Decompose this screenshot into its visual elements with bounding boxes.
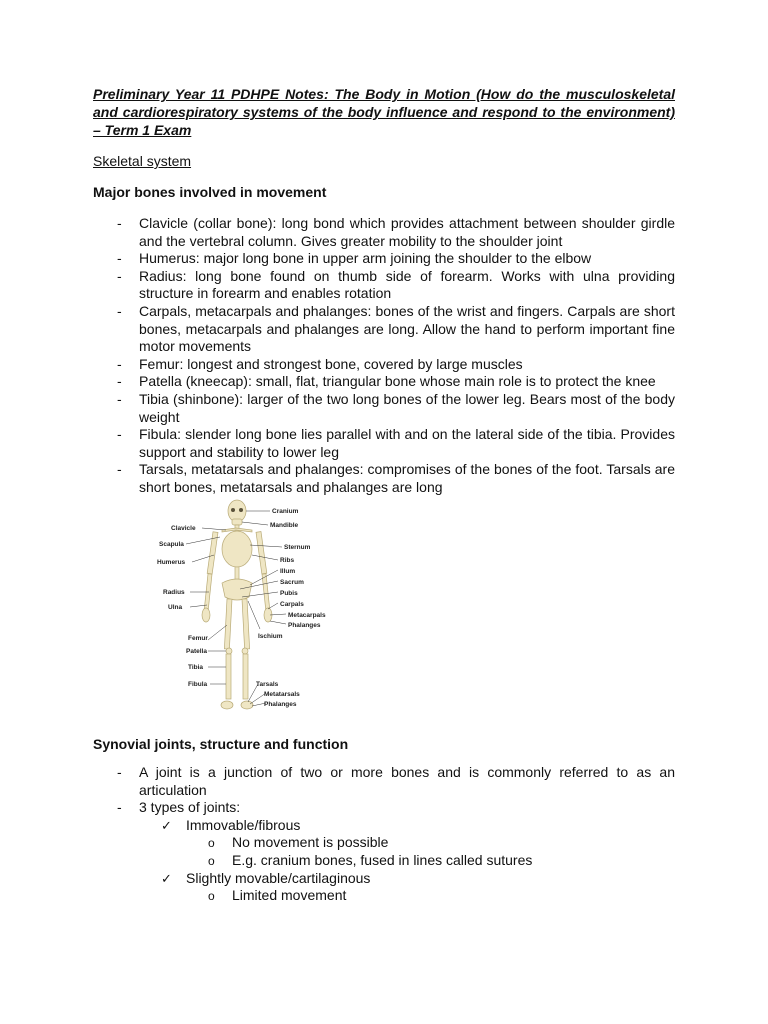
dash-bullet: -	[117, 302, 122, 319]
dash-bullet: -	[117, 250, 122, 267]
joints-list	[93, 764, 675, 817]
list-item: - Fibula: slender long bone lies parallel with and on the lateral side of the tibia. Provides support and stability to lower leg	[117, 426, 675, 460]
heading-major-bones: Major bones involved in movement	[93, 184, 327, 200]
list-item: - 3 types of joints:	[117, 799, 241, 816]
circle-bullet: o	[208, 836, 215, 851]
joint-types-list	[93, 870, 675, 888]
label-ischium: Ischium	[258, 633, 283, 640]
label-ribs: Ribs	[280, 557, 295, 564]
checkmark-icon: ✓	[161, 870, 172, 886]
list-item: - Tarsals, metatarsals and phalanges: compromises of the bones of the foot. Tarsals are short bones, metatarsals and phalanges are long	[117, 461, 675, 495]
skeleton-diagram	[150, 497, 326, 719]
list-item: - Carpals, metacarpals and phalanges: bones of the wrist and fingers. Carpals are short bones, metacarpals and phalanges are long. Allow the hand to perform important fine motor movements	[117, 302, 675, 355]
list-item: - A joint is a junction of two or more bones and is commonly referred to as an articulation	[117, 764, 675, 798]
label-humerus: Humerus	[157, 559, 186, 566]
label-pubis: Pubis	[280, 590, 298, 597]
dash-bullet: -	[117, 426, 122, 443]
heading-synovial-joints: Synovial joints, structure and function	[93, 736, 349, 752]
list-item: - Femur: longest and strongest bone, covered by large muscles	[117, 355, 523, 372]
dash-bullet: -	[117, 799, 122, 816]
list-item: - Clavicle (collar bone): long bond which provides attachment between shoulder girdle and the vertebral column. Gives greater mobility to the shoulder joint	[117, 215, 675, 249]
list-item: o Limited movement	[93, 887, 675, 905]
bones-list	[93, 215, 675, 497]
label-phalanges-hand: Phalanges	[288, 622, 321, 629]
label-sacrum: Sacrum	[280, 579, 304, 586]
dash-bullet: -	[117, 355, 122, 372]
label-ulna: Ulna	[168, 604, 183, 611]
joint-types-list	[93, 817, 675, 835]
circle-bullet: o	[208, 889, 215, 904]
list-item: - Patella (kneecap): small, flat, triangular bone whose main role is to protect the knee	[117, 373, 656, 390]
list-item: ✓ Immovable/fibrous	[161, 816, 301, 833]
circle-bullet: o	[208, 853, 215, 868]
type2-points	[93, 887, 675, 905]
type1-points	[93, 834, 675, 869]
label-radius: Radius	[163, 589, 185, 596]
label-tarsals: Tarsals	[256, 681, 279, 688]
label-cranium: Cranium	[272, 508, 299, 515]
list-item: o No movement is possible	[93, 834, 675, 852]
label-metacarpals: Metacarpals	[288, 612, 326, 619]
document-body	[93, 85, 675, 497]
document-title: Preliminary Year 11 PDHPE Notes: The Body in Motion (How do the musculoskeletal and cardiorespiratory systems of the body influence and respond to the environment) – Term 1 Exam	[93, 86, 675, 138]
list-item: - Tibia (shinbone): larger of the two long bones of the lower leg. Bears most of the body weight	[117, 390, 675, 425]
dash-bullet: -	[117, 764, 122, 780]
label-carpals: Carpals	[280, 601, 304, 608]
dash-bullet: -	[117, 267, 122, 284]
dash-bullet: -	[117, 461, 122, 478]
checkmark-icon: ✓	[161, 817, 172, 833]
skeleton-illustration	[150, 497, 326, 719]
dash-bullet: -	[117, 373, 122, 390]
list-item: - Humerus: major long bone in upper arm joining the shoulder to the elbow	[117, 250, 592, 267]
label-metatarsals: Metatarsals	[264, 691, 300, 698]
label-femur: Femur	[188, 635, 208, 642]
label-mandible: Mandible	[270, 522, 299, 529]
section-label: Skeletal system	[93, 153, 192, 169]
label-illum: Illum	[280, 568, 296, 575]
label-tibia: Tibia	[188, 664, 204, 671]
label-fibula: Fibula	[188, 681, 208, 688]
list-item: o E.g. cranium bones, fused in lines called sutures	[93, 852, 675, 870]
list-item: - Radius: long bone found on thumb side of forearm. Works with ulna providing structure in forearm and enables rotation	[117, 267, 675, 302]
label-scapula: Scapula	[159, 541, 184, 548]
label-clavicle: Clavicle	[171, 525, 196, 532]
dash-bullet: -	[117, 215, 122, 231]
dash-bullet: -	[117, 390, 122, 407]
list-item: ✓ Slightly movable/cartilaginous	[161, 869, 371, 886]
label-patella: Patella	[186, 648, 207, 655]
label-sternum: Sternum	[284, 544, 311, 551]
joints-section	[93, 764, 675, 905]
label-phalanges-foot: Phalanges	[264, 701, 297, 708]
